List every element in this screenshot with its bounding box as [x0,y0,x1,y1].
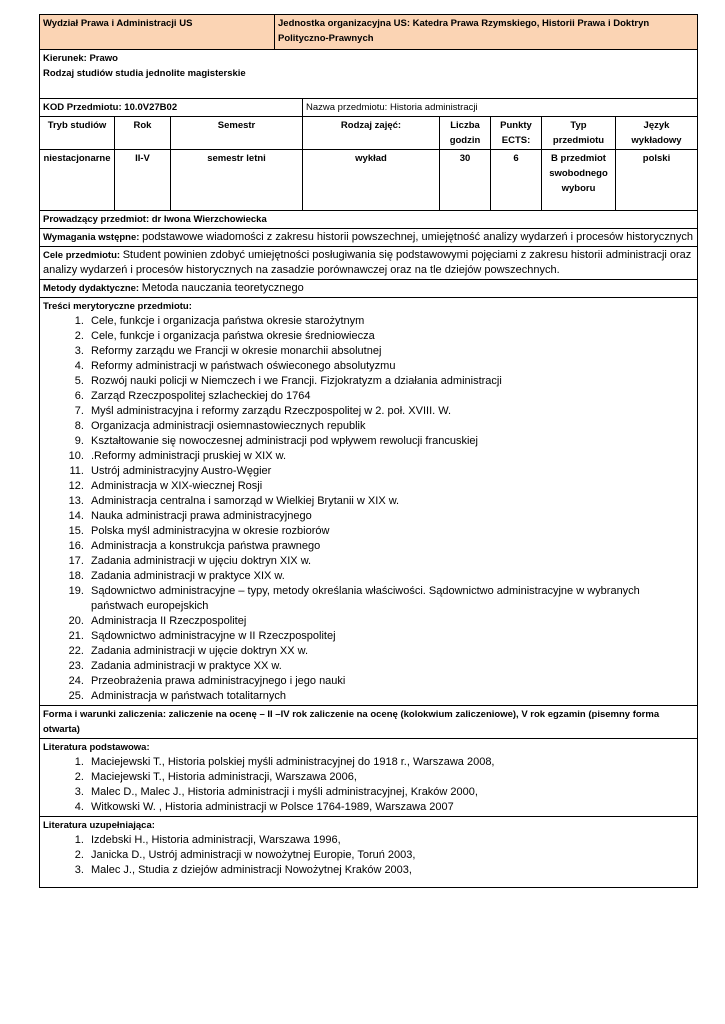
col-header-hours: Liczba godzin [440,117,491,150]
content-item: 11. Ustrój administracyjny Austro-Węgier [87,464,694,479]
literature-extra-cell [40,817,698,888]
lecturer-name: dr Iwona Wierzchowiecka [151,214,267,225]
syllabus-table [39,14,698,888]
col-header-language: Język wykładowy [616,117,698,150]
goals-label: Cele przedmiotu: [43,250,121,261]
lecturer-label: Prowadzący przedmiot: [43,214,150,225]
literature-basic-item: 4. Witkowski W. , Historia administracji w Polsce 1764-1989, Warszawa 2007 [87,800,694,815]
content-item: 17. Zadania administracji w ujęciu doktryn XIX w. [87,554,694,569]
course-name: Historia administracji [389,102,478,113]
literature-basic-label: Literatura podstawowa: [43,742,150,753]
literature-extra-item: 1. Izdebski H., Historia administracji, Warszawa 1996, [87,833,694,848]
content-item: 22. Zadania administracji w ujęcie doktryn XX w. [87,644,694,659]
content-item: 20. Administracja II Rzeczpospolitej [87,614,694,629]
value-language: polski [616,150,698,211]
content-item: 3. Reformy zarządu we Francji w okresie monarchii absolutnej [87,344,694,359]
content-item: 13. Administracja centralna i samorząd w Wielkiej Brytanii w XIX w. [87,494,694,509]
content-item: 14. Nauka administracji prawa administracyjnego [87,509,694,524]
unit-cell: Jednostka organizacyjna US: Katedra Prawa Rzymskiego, Historii Prawa i Doktryn Polityczno-Prawnych [275,15,698,50]
requirements-text: podstawowe wiadomości z zakresu historii powszechnej, umiejętność analizy wydarzeń i procesów historycznych [142,231,693,243]
col-header-mode: Tryb studiów [40,117,115,150]
lecturer-cell [40,211,698,229]
col-header-subject-type: Typ przedmiotu [542,117,616,150]
direction-text: Kierunek: Prawo [43,53,118,64]
methods-text: Metoda nauczania teoretycznego [141,282,304,294]
content-item: 2. Cele, funkcje i organizacja państwa okresie średniowiecza [87,329,694,344]
program-cell [40,50,698,99]
value-subject-type: B przedmiot swobodnego wyboru [542,150,616,211]
content-item: 8. Organizacja administracji osiemnastowiecznych republik [87,419,694,434]
goals-cell [40,247,698,280]
literature-basic-cell [40,739,698,817]
assessment-cell: Forma i warunki zaliczenia: zaliczenie na ocenę – II –IV rok zaliczenie na ocenę (kolokwium zaliczeniowe), V rok egzamin (pisemny forma otwarta) [40,706,698,739]
value-ects: 6 [491,150,542,211]
literature-basic-item: 3. Malec D., Malec J., Historia administracji i myśli administracyjnej, Kraków 2000, [87,785,694,800]
content-item: 15. Polska myśl administracyjna w okresie rozbiorów [87,524,694,539]
col-header-semester: Semestr [171,117,303,150]
value-semester: semestr letni [171,150,303,211]
faculty-cell: Wydział Prawa i Administracji US [40,15,275,50]
course-code-cell [40,99,303,117]
literature-extra-list [43,833,694,878]
literature-extra-item: 2. Janicka D., Ustrój administracji w nowożytnej Europie, Toruń 2003, [87,848,694,863]
content-label: Treści merytoryczne przedmiotu: [43,301,192,312]
content-item: 23. Zadania administracji w praktyce XX w. [87,659,694,674]
content-cell [40,298,698,706]
value-class-type: wykład [303,150,440,211]
content-item: 21. Sądownictwo administracyjne w II Rzeczpospolitej [87,629,694,644]
content-item: 25. Administracja w państwach totalitarnych [87,689,694,704]
literature-basic-item: 2. Maciejewski T., Historia administracji, Warszawa 2006, [87,770,694,785]
content-item: 4. Reformy administracji w państwach oświeconego absolutyzmu [87,359,694,374]
content-item: 7. Myśl administracyjna i reformy zarządu Rzeczpospolitej w 2. poł. XVIII. W. [87,404,694,419]
content-item: 16. Administracja a konstrukcja państwa prawnego [87,539,694,554]
value-year: II-V [115,150,171,211]
goals-text: Student powinien zdobyć umiejętności posługiwania się podstawowymi pojęciami z zakresu historii administracji oraz analizy wydarzeń i procesów historycznych na zasadzie porównawczej oraz na tle dziejów powszechnych. [43,249,692,276]
methods-cell [40,280,698,298]
content-item: 10. .Reformy administracji pruskiej w XIX w. [87,449,694,464]
content-item: 19. Sądownictwo administracyjne – typy, metody określania właściwości. Sądownictwo administracyjne w wybranych państwach europejskich [87,584,694,614]
content-item: 24. Przeobrażenia prawa administracyjnego i jego nauki [87,674,694,689]
content-item: 5. Rozwój nauki policji w Niemczech i we Francji. Fizjokratyzm a działania administracji [87,374,694,389]
requirements-label: Wymagania wstępne: [43,232,140,243]
literature-basic-item: 1. Maciejewski T., Historia polskiej myśli administracyjnej do 1918 r., Warszawa 2008, [87,755,694,770]
course-name-cell [303,99,698,117]
literature-extra-label: Literatura uzupełniająca: [43,820,155,831]
content-item: 6. Zarząd Rzeczpospolitej szlacheckiej do 1764 [87,389,694,404]
content-list [43,314,694,704]
study-type-text: Rodzaj studiów studia jednolite magisterskie [43,68,246,79]
methods-label: Metody dydaktyczne: [43,283,140,294]
content-item: 1. Cele, funkcje i organizacja państwa okresie starożytnym [87,314,694,329]
col-header-year: Rok [115,117,171,150]
course-name-label: Nazwa przedmiotu: [306,102,388,113]
content-item: 12. Administracja w XIX-wiecznej Rosji [87,479,694,494]
value-hours: 30 [440,150,491,211]
literature-basic-list [43,755,694,815]
literature-extra-item: 3. Malec J., Studia z dziejów administracji Nowożytnej Kraków 2003, [87,863,694,878]
value-mode: niestacjonarne [40,150,115,211]
requirements-cell [40,229,698,247]
col-header-class-type: Rodzaj zajęć: [303,117,440,150]
content-item: 9. Kształtowanie się nowoczesnej administracji pod wpływem rewolucji francuskiej [87,434,694,449]
course-code: 10.0V27B02 [124,102,178,113]
content-item: 18. Zadania administracji w praktyce XIX w. [87,569,694,584]
course-code-label: KOD Przedmiotu: [43,102,122,113]
course-syllabus [39,14,697,888]
col-header-ects: Punkty ECTS: [491,117,542,150]
